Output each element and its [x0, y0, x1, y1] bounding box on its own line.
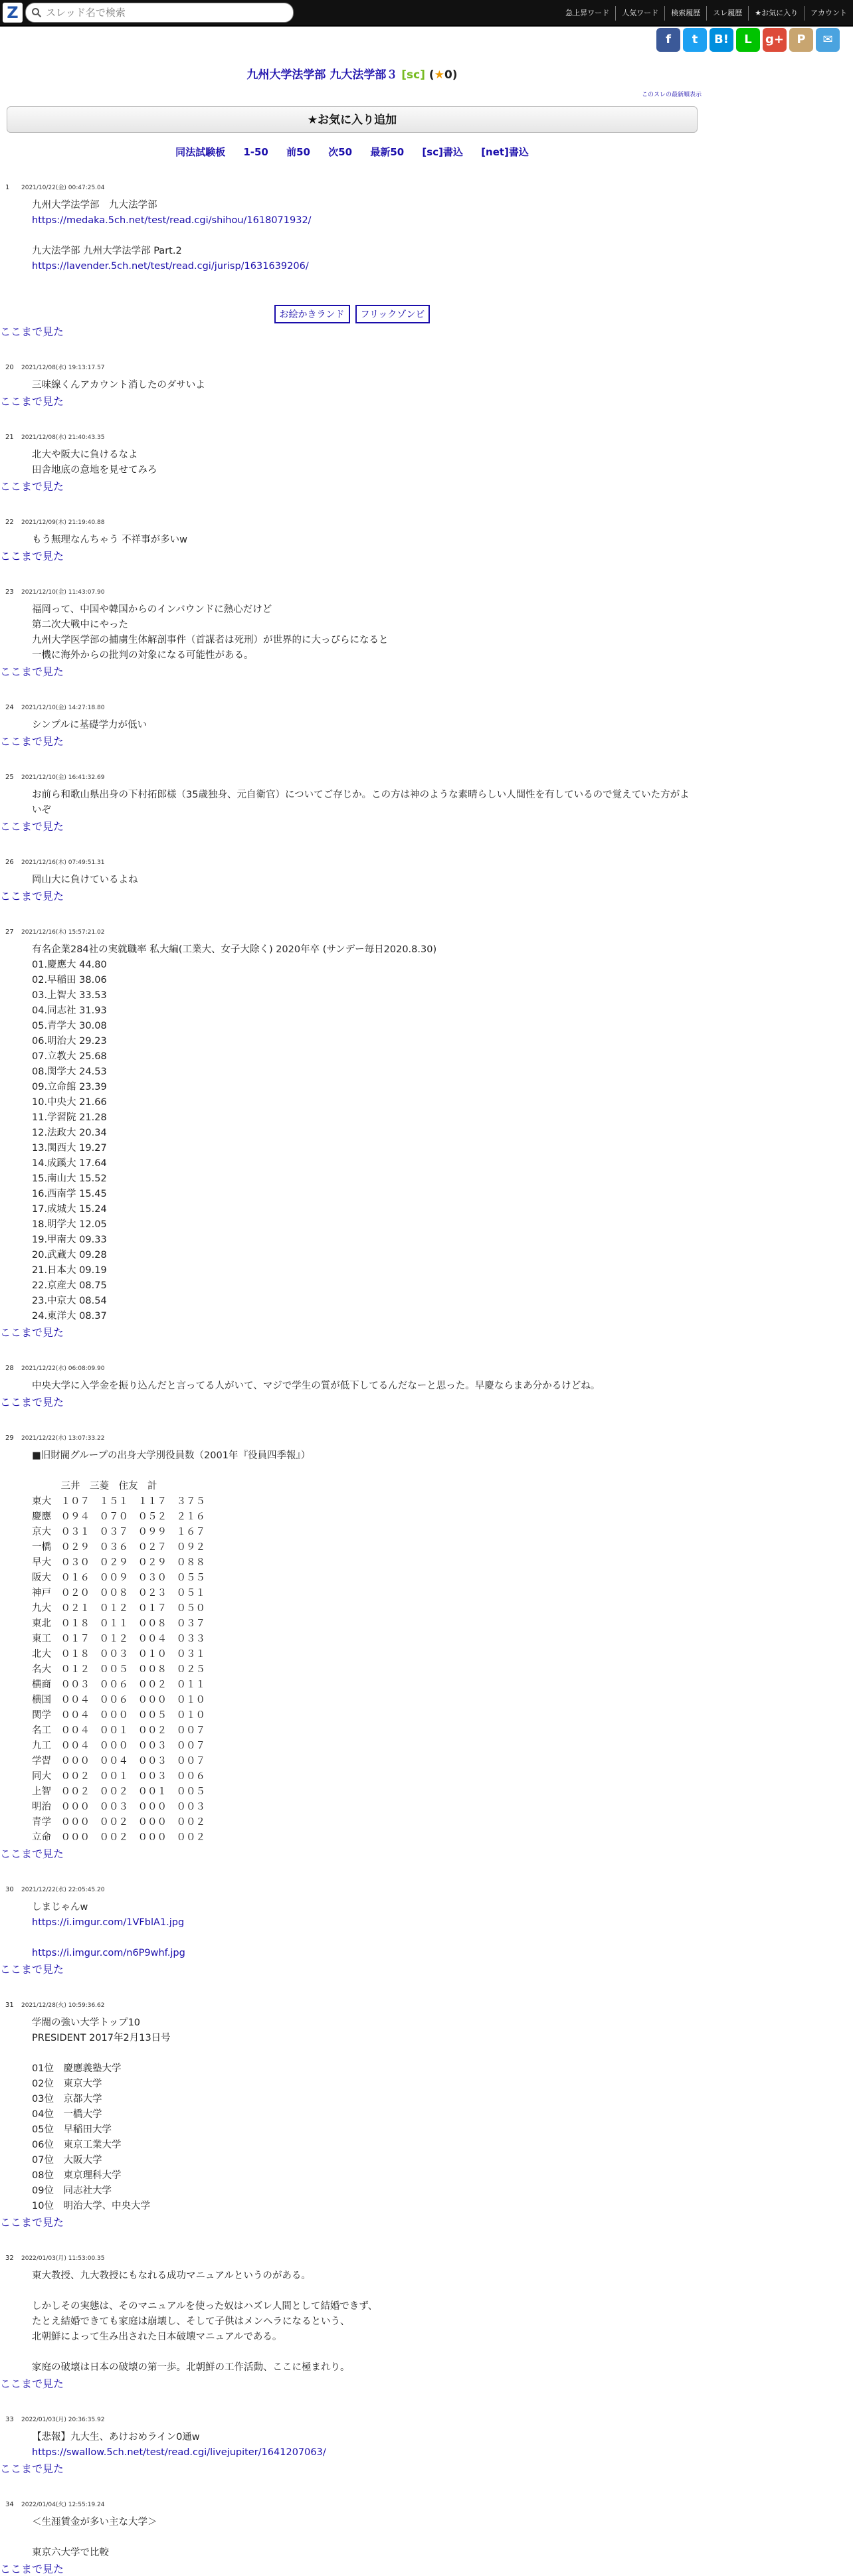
post-timestamp: 2021/12/08(水) 19:13:17.57 — [21, 365, 105, 371]
range-1-50-link[interactable]: 1-50 — [243, 146, 268, 158]
post-url-link[interactable]: https://swallow.5ch.net/test/read.cgi/livejupiter/1641207063/ — [32, 2447, 326, 2458]
read-marker-row — [0, 1324, 704, 1339]
main-content — [0, 53, 704, 2576]
post-timestamp: 2021/12/28(火) 10:59:36.62 — [21, 2002, 105, 2009]
read-marker-link[interactable]: ここまで見た — [0, 890, 64, 902]
top-nav — [559, 6, 853, 21]
post-29 — [0, 1433, 704, 1846]
post-body: しまじゃんw https://i.imgur.com/1VFblA1.jpg https://i.imgur.com/n6P9whf.jpg — [32, 1902, 185, 1958]
next-50-link[interactable]: 次50 — [328, 146, 353, 158]
read-marker-row — [0, 733, 704, 748]
post-31 — [0, 2000, 704, 2214]
facebook-icon[interactable]: f — [656, 28, 680, 52]
ad-banner-1[interactable]: お絵かきランド — [274, 305, 350, 323]
googleplus-icon[interactable]: g+ — [763, 28, 787, 52]
post-number[interactable]: 1 — [5, 184, 10, 191]
thread-title — [0, 65, 704, 82]
post-body: 学閥の強い大学トップ10 PRESIDENT 2017年2月13日号 01位 慶應義塾大学 02位 東京大学 03位 京都大学 04位 一橋大学 05位 早稲田大学 06位 東京工業大学 07位 大阪大学 08位 東京理科大学 09位 同志社大学 10位 明治大学、中央大学 — [32, 2018, 171, 2211]
post-timestamp: 2021/12/22(水) 06:08:09.90 — [21, 1365, 105, 1372]
read-marker-link[interactable]: ここまで見た — [0, 665, 64, 678]
net-post-link[interactable]: [net]書込 — [481, 146, 529, 158]
nav-account[interactable]: アカウント — [804, 6, 853, 21]
board-link[interactable]: 同法試験板 — [175, 146, 226, 158]
post-body: 福岡って、中国や韓国からのインバウンドに熱心だけど 第二次大戦中にやった 九州大学医学部の捕虜生体解剖事件（首謀者は死刑）が世界的に大っぴらになると 一機に海外からの批判の対象になる可能性がある。 — [32, 604, 389, 661]
post-body: 三味線くんアカウント消したのダサいよ — [32, 380, 205, 390]
post-url-link[interactable]: https://medaka.5ch.net/test/read.cgi/shihou/1618071932/ — [32, 215, 312, 226]
post-body: 東大教授、九大教授にもなれる成功マニュアルというのがある。 しかしその実態は、そのマニュアルを使った奴はハズレ人間として結婚できず、 たとえ結婚できても家庭は崩壊し、そして子供はメンヘラになるという、 北朝鮮によって生み出された日本破壊マニュアルである。 家庭の破壊は日本の破壊の第一歩。北朝鮮の工作活動、ここに極まれり。 — [32, 2271, 378, 2373]
ad-banners — [0, 305, 704, 323]
post-timestamp: 2021/12/16(木) 15:57:21.02 — [21, 929, 105, 936]
post-24 — [0, 703, 704, 733]
star-icon: ★ — [434, 68, 444, 82]
post-timestamp: 2022/01/03(月) 11:53:00.35 — [21, 2255, 105, 2262]
read-marker-link[interactable]: ここまで見た — [0, 1963, 64, 1976]
count-open: ( — [428, 68, 434, 82]
read-marker-row — [0, 2375, 704, 2391]
post-url-link[interactable]: https://i.imgur.com/n6P9whf.jpg — [32, 1948, 185, 1958]
read-marker-row — [0, 663, 704, 679]
read-marker-link[interactable]: ここまで見た — [0, 2462, 64, 2475]
post-26 — [0, 857, 704, 888]
post-body: 北大や阪大に負けるなよ 田舎地底の意地を見せてみろ — [32, 450, 157, 475]
post-32 — [0, 2253, 704, 2375]
nav-trending[interactable]: 急上昇ワード — [565, 9, 610, 17]
read-marker-row — [0, 478, 704, 493]
read-marker-row — [0, 818, 704, 833]
count-close: ) — [452, 68, 458, 82]
post-timestamp: 2021/12/22(水) 22:05:45.20 — [21, 1887, 105, 1893]
latest-order-link[interactable]: このスレの最新順表示 — [641, 92, 702, 98]
post-number[interactable]: 25 — [5, 774, 14, 781]
post-number[interactable]: 24 — [5, 704, 14, 711]
post-number[interactable]: 21 — [5, 434, 14, 441]
post-timestamp: 2021/10/22(金) 00:47:25.04 — [21, 185, 105, 191]
post-number[interactable]: 28 — [5, 1365, 14, 1372]
read-marker-row — [0, 2561, 704, 2576]
read-marker-link[interactable]: ここまで見た — [0, 2216, 64, 2229]
read-marker-row — [0, 548, 704, 563]
read-marker-link[interactable]: ここまで見た — [0, 735, 64, 748]
pocket-icon[interactable]: P — [789, 28, 813, 52]
read-marker-link[interactable]: ここまで見た — [0, 2377, 64, 2390]
post-body: 岡山大に負けているよね — [32, 875, 138, 885]
search-input[interactable] — [46, 5, 285, 20]
read-marker-row — [0, 2214, 704, 2229]
post-body: ■旧財閥グループの出身大学別役員数（2001年『役員四季報』） 三井 三菱 住友 計 東大 １０７ １５１ １１７ ３７５ 慶應 ０９４ ０７０ ０５２ ２１６ 京大 ０３１ ０３７ ０９９ １６７ 一橋 ０２９ ０３６ ０２７ ０９２ 早大 ０３０ ０２９ ０２９ ０８８ 阪大 ０１６ ００９ ０３０ ０５５ 神戸 ０２０ ００８ ０２３ ０５１ 九大 ０２１ ０１２ ０１７ ０５０ 東北 ０１８ ０１１ ００８ ０３７ 東工 ０１７ ０１２ ００４ ０３３ 北大 ０１８ ００３ ０１０ ０３１ 名大 ０１２ ００５ ００８ ０２５ 横商 ００３ ００６ ００２ ０１１ 横国 ００４ ００６ ０００ ０１０ 関学 ００４ ０００ ００５ ０１０ 名工 ００４ ００１ ００２ ００７ 九工 ００４ ０００ ００３ ００７ 学習 ０００ ００４ ００３ ００７ 同大 ００２ ００１ ００３ ００６ 上智 ００２ ００２ ００１ ００５ 明治 ０００ ００３ ０００ ００３ 青学 ０００ ００２ ０００ ００２ 立命 ０００ ００２ ０００ ００２ — [32, 1450, 311, 1843]
nav-favorites[interactable]: ★お気に入り — [748, 6, 804, 21]
top-bar — [0, 0, 853, 27]
post-timestamp: 2021/12/08(水) 21:40:43.35 — [21, 434, 105, 441]
sc-post-link[interactable]: [sc]書込 — [422, 146, 463, 158]
nav-popular[interactable]: 人気ワード — [615, 6, 664, 21]
ad-banner-2[interactable]: フリックゾンビ — [355, 305, 430, 323]
read-marker-link[interactable]: ここまで見た — [0, 820, 64, 833]
nav-search-history[interactable]: 検索履歴 — [664, 6, 706, 21]
line-icon[interactable]: L — [736, 28, 760, 52]
post-body: 中央大学に入学金を振り込んだと言ってる人がいて、マジで学生の質が低下してるんだなーと思った。早慶ならまあ分かるけどね。 — [32, 1381, 601, 1391]
post-timestamp: 2021/12/10(金) 16:41:32.69 — [21, 774, 105, 781]
post-number[interactable]: 27 — [5, 928, 14, 936]
post-number[interactable]: 31 — [5, 2002, 14, 2009]
post-body: 有名企業284社の実就職率 私大編(工業大、女子大除く) 2020年卒 (サンデー毎日2020.8.30) 01.慶應大 44.80 02.早稲田 38.06 03.上智大 33.53 04.同志社 31.93 05.青学大 30.08 06.明治大 29.23 07.立教大 25.68 08.関学大 24.53 09.立命館 23.39 10.中央大 21.66 11.学習院 21.28 12.法政大 20.34 13.関西大 19.27 14.成蹊大 17.64 15.南山大 15.52 16.西南学 15.45 17.成城大 15.24 18.明学大 12.05 19.甲南大 09.33 20.武蔵大 09.28 21.日本大 09.19 22.京産大 08.75 23.中京大 08.54 24.東洋大 08.37 — [32, 944, 437, 1322]
add-favorite-button[interactable]: ★お気に入り追加 — [7, 106, 698, 133]
post-body: もう無理なんちゃう 不祥事が多いw — [32, 535, 187, 545]
post-number[interactable]: 33 — [5, 2416, 14, 2423]
post-url-link[interactable]: https://i.imgur.com/1VFblA1.jpg — [32, 1917, 185, 1928]
post-number[interactable]: 34 — [5, 2501, 14, 2508]
read-marker-row — [0, 2460, 704, 2476]
latest-50-link[interactable]: 最新50 — [370, 146, 405, 158]
post-body: シンプルに基礎学力が低い — [32, 720, 147, 730]
post-number[interactable]: 23 — [5, 588, 14, 596]
thread-title-link[interactable]: 九州大学法学部 九大法学部３ — [246, 68, 398, 82]
read-marker-row — [0, 1394, 704, 1409]
read-marker-row — [0, 393, 704, 408]
post-number[interactable]: 29 — [5, 1434, 14, 1442]
post-21 — [0, 432, 704, 478]
post-timestamp: 2021/12/09(木) 21:19:40.88 — [21, 519, 105, 526]
post-timestamp: 2021/12/16(木) 07:49:51.31 — [21, 859, 105, 866]
post-url-link[interactable]: https://lavender.5ch.net/test/read.cgi/jurisp/1631639206/ — [32, 261, 309, 272]
post-number[interactable]: 20 — [5, 364, 14, 371]
post-body: 【悲報】九大生、あけおめライン0通w https://swallow.5ch.net/test/read.cgi/livejupiter/1641207063/ — [32, 2432, 326, 2458]
post-number[interactable]: 26 — [5, 859, 14, 866]
post-22 — [0, 517, 704, 548]
post-number[interactable]: 30 — [5, 1886, 14, 1893]
post-number[interactable]: 32 — [5, 2255, 14, 2262]
search-icon — [31, 7, 42, 18]
read-marker-link[interactable]: ここまで見た — [0, 550, 64, 562]
post-28 — [0, 1363, 704, 1394]
read-marker-link[interactable]: ここまで見た — [0, 1326, 64, 1339]
read-marker-row — [0, 1961, 704, 1976]
post-number[interactable]: 22 — [5, 519, 14, 526]
post-23 — [0, 587, 704, 663]
read-marker-row — [0, 888, 704, 903]
logo[interactable]: Z — [3, 3, 23, 23]
search-box[interactable] — [25, 3, 294, 23]
post-timestamp: 2021/12/22(水) 13:07:33.22 — [21, 1435, 105, 1442]
post-33 — [0, 2415, 704, 2460]
post-timestamp: 2021/12/10(金) 11:43:07.90 — [21, 589, 105, 596]
post-timestamp: 2022/01/04(火) 12:55:19.24 — [21, 2502, 105, 2508]
read-marker-link[interactable]: ここまで見た — [0, 1847, 64, 1860]
post-20 — [0, 363, 704, 393]
read-marker-link[interactable]: ここまで見た — [0, 325, 64, 338]
read-marker-link[interactable]: ここまで見た — [0, 1396, 64, 1409]
thread-nav — [0, 145, 704, 159]
share-buttons — [656, 28, 840, 52]
post-body: 九州大学法学部 九大法学部 https://medaka.5ch.net/test/read.cgi/shihou/1618071932/ 九大法学部 九州大学法学部 Part.2 https://lavender.5ch.net/test/read.cgi/jurisp/1631639206/ — [32, 200, 312, 272]
post-1 — [0, 183, 704, 274]
latest-order-row — [0, 90, 704, 98]
hatena-icon[interactable]: B! — [710, 28, 733, 52]
post-27 — [0, 927, 704, 1324]
post-34 — [0, 2500, 704, 2561]
twitter-icon[interactable]: t — [683, 28, 707, 52]
read-marker-link[interactable]: ここまで見た — [0, 480, 64, 493]
read-marker-link[interactable]: ここまで見た — [0, 2563, 64, 2575]
mail-icon[interactable]: ✉ — [816, 28, 840, 52]
nav-thread-history[interactable]: スレ履歴 — [706, 6, 748, 21]
post-body: お前ら和歌山県出身の下村拓郎様（35歳独身、元自衛官）についてご存じか。この方は神のような素晴らしい人間性を有しているので覚えていた方がよいぞ — [32, 790, 690, 816]
post-25 — [0, 772, 704, 818]
favorite-count: 0 — [444, 68, 452, 82]
post-body: ＜生涯賃金が多い主な大学＞ 東京六大学で比較 — [32, 2517, 157, 2558]
prev-50-link[interactable]: 前50 — [286, 146, 310, 158]
post-timestamp: 2021/12/10(金) 14:27:18.80 — [21, 705, 105, 711]
read-marker-row — [0, 1846, 704, 1861]
sc-label: [sc] — [401, 68, 425, 82]
read-marker-row — [0, 323, 704, 339]
post-list — [0, 183, 704, 2576]
post-timestamp: 2022/01/03(月) 20:36:35.92 — [21, 2417, 105, 2423]
read-marker-link[interactable]: ここまで見た — [0, 395, 64, 408]
post-30 — [0, 1885, 704, 1961]
